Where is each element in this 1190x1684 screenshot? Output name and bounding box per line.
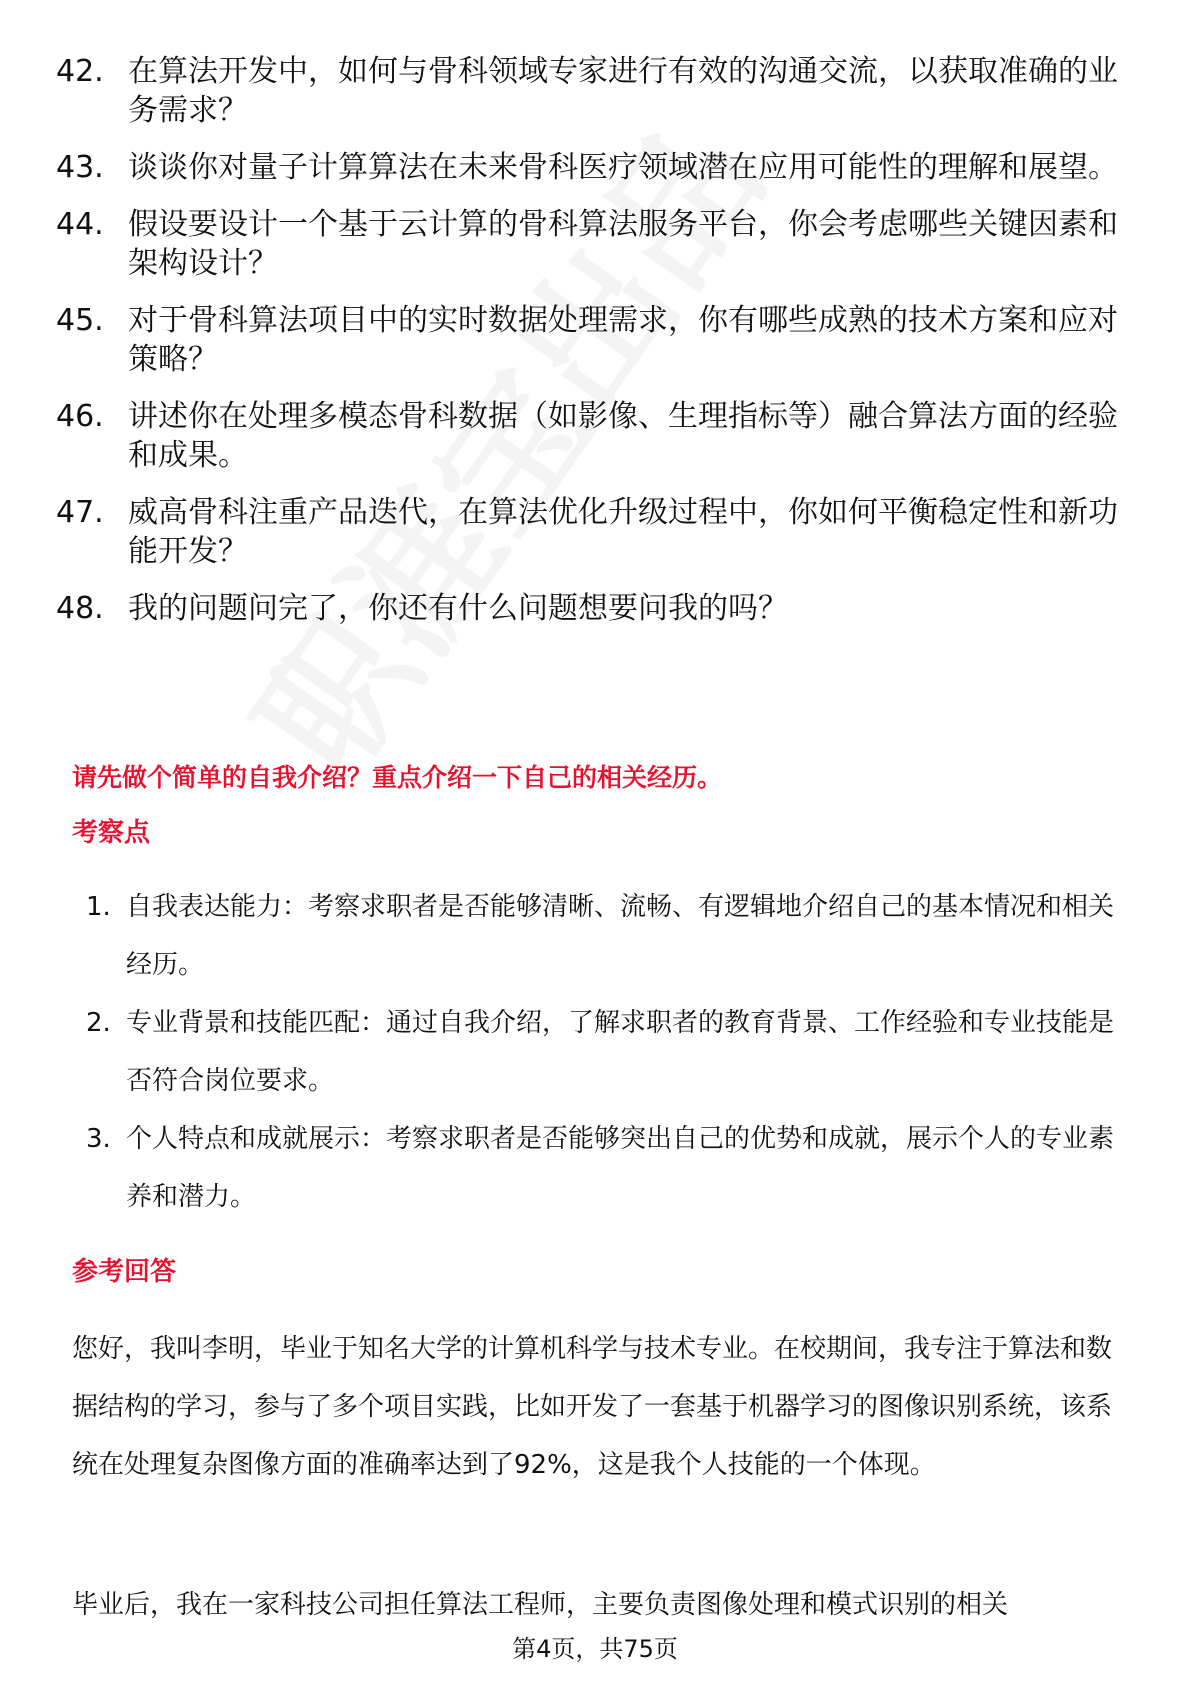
question-number: 44. bbox=[56, 207, 104, 242]
question-text: 在算法开发中，如何与骨科领域专家进行有效的沟通交流，以获取准确的业务需求？ bbox=[128, 54, 1118, 128]
consideration-item bbox=[86, 878, 1126, 994]
highlight-question-title: 请先做个简单的自我介绍？重点介绍一下自己的相关经历。 bbox=[72, 763, 723, 792]
considerations-list bbox=[86, 878, 1126, 1226]
consideration-text: 自我表达能力：考察求职者是否能够清晰、流畅、有逻辑地介绍自己的基本情况和相关经历。 bbox=[126, 892, 1115, 980]
question-item bbox=[56, 493, 1136, 571]
consideration-item bbox=[86, 994, 1126, 1110]
answer-paragraph: 毕业后，我在一家科技公司担任算法工程师，主要负责图像处理和模式识别的相关 bbox=[72, 1590, 1009, 1620]
question-number: 46. bbox=[56, 399, 104, 434]
question-item bbox=[56, 148, 1136, 187]
question-number: 45. bbox=[56, 303, 104, 338]
question-text: 我的问题问完了，你还有什么问题想要问我的吗？ bbox=[128, 591, 788, 626]
question-number: 48. bbox=[56, 591, 104, 626]
consideration-text: 个人特点和成就展示：考察求职者是否能够突出自己的优势和成就，展示个人的专业素养和潜力。 bbox=[126, 1124, 1115, 1212]
consideration-number: 3. bbox=[86, 1124, 111, 1154]
question-text: 威高骨科注重产品迭代，在算法优化升级过程中，你如何平衡稳定性和新功能开发？ bbox=[128, 495, 1118, 569]
question-item bbox=[56, 301, 1136, 379]
question-item bbox=[56, 52, 1136, 130]
consideration-number: 2. bbox=[86, 1008, 111, 1038]
question-item bbox=[56, 397, 1136, 475]
consideration-item bbox=[86, 1110, 1126, 1226]
question-number: 43. bbox=[56, 150, 104, 185]
question-text: 对于骨科算法项目中的实时数据处理需求，你有哪些成熟的技术方案和应对策略？ bbox=[128, 303, 1118, 377]
considerations-heading: 考察点 bbox=[72, 818, 151, 848]
question-text: 假设要设计一个基于云计算的骨科算法服务平台，你会考虑哪些关键因素和架构设计？ bbox=[128, 207, 1118, 281]
question-item bbox=[56, 589, 1136, 628]
consideration-number: 1. bbox=[86, 892, 111, 922]
page-footer: 第4页，共75页 bbox=[512, 1635, 678, 1663]
question-text: 谈谈你对量子计算算法在未来骨科医疗领域潜在应用可能性的理解和展望。 bbox=[128, 150, 1118, 185]
question-text: 讲述你在处理多模态骨科数据（如影像、生理指标等）融合算法方面的经验和成果。 bbox=[128, 399, 1118, 473]
question-number: 47. bbox=[56, 495, 104, 530]
answer-heading: 参考回答 bbox=[72, 1257, 177, 1287]
answer-paragraph: 您好，我叫李明，毕业于知名大学的计算机科学与技术专业。在校期间，我专注于算法和数据结构的学习，参与了多个项目实践，比如开发了一套基于机器学习的图像识别系统，该系统在处理复杂图像方面的准确率达到了92%，这是我个人技能的一个体现。 bbox=[72, 1334, 1113, 1480]
consideration-text: 专业背景和技能匹配：通过自我介绍，了解求职者的教育背景、工作经验和专业技能是否符合岗位要求。 bbox=[126, 1008, 1115, 1096]
question-item bbox=[56, 205, 1136, 283]
question-list bbox=[56, 52, 1136, 646]
question-number: 42. bbox=[56, 54, 104, 89]
